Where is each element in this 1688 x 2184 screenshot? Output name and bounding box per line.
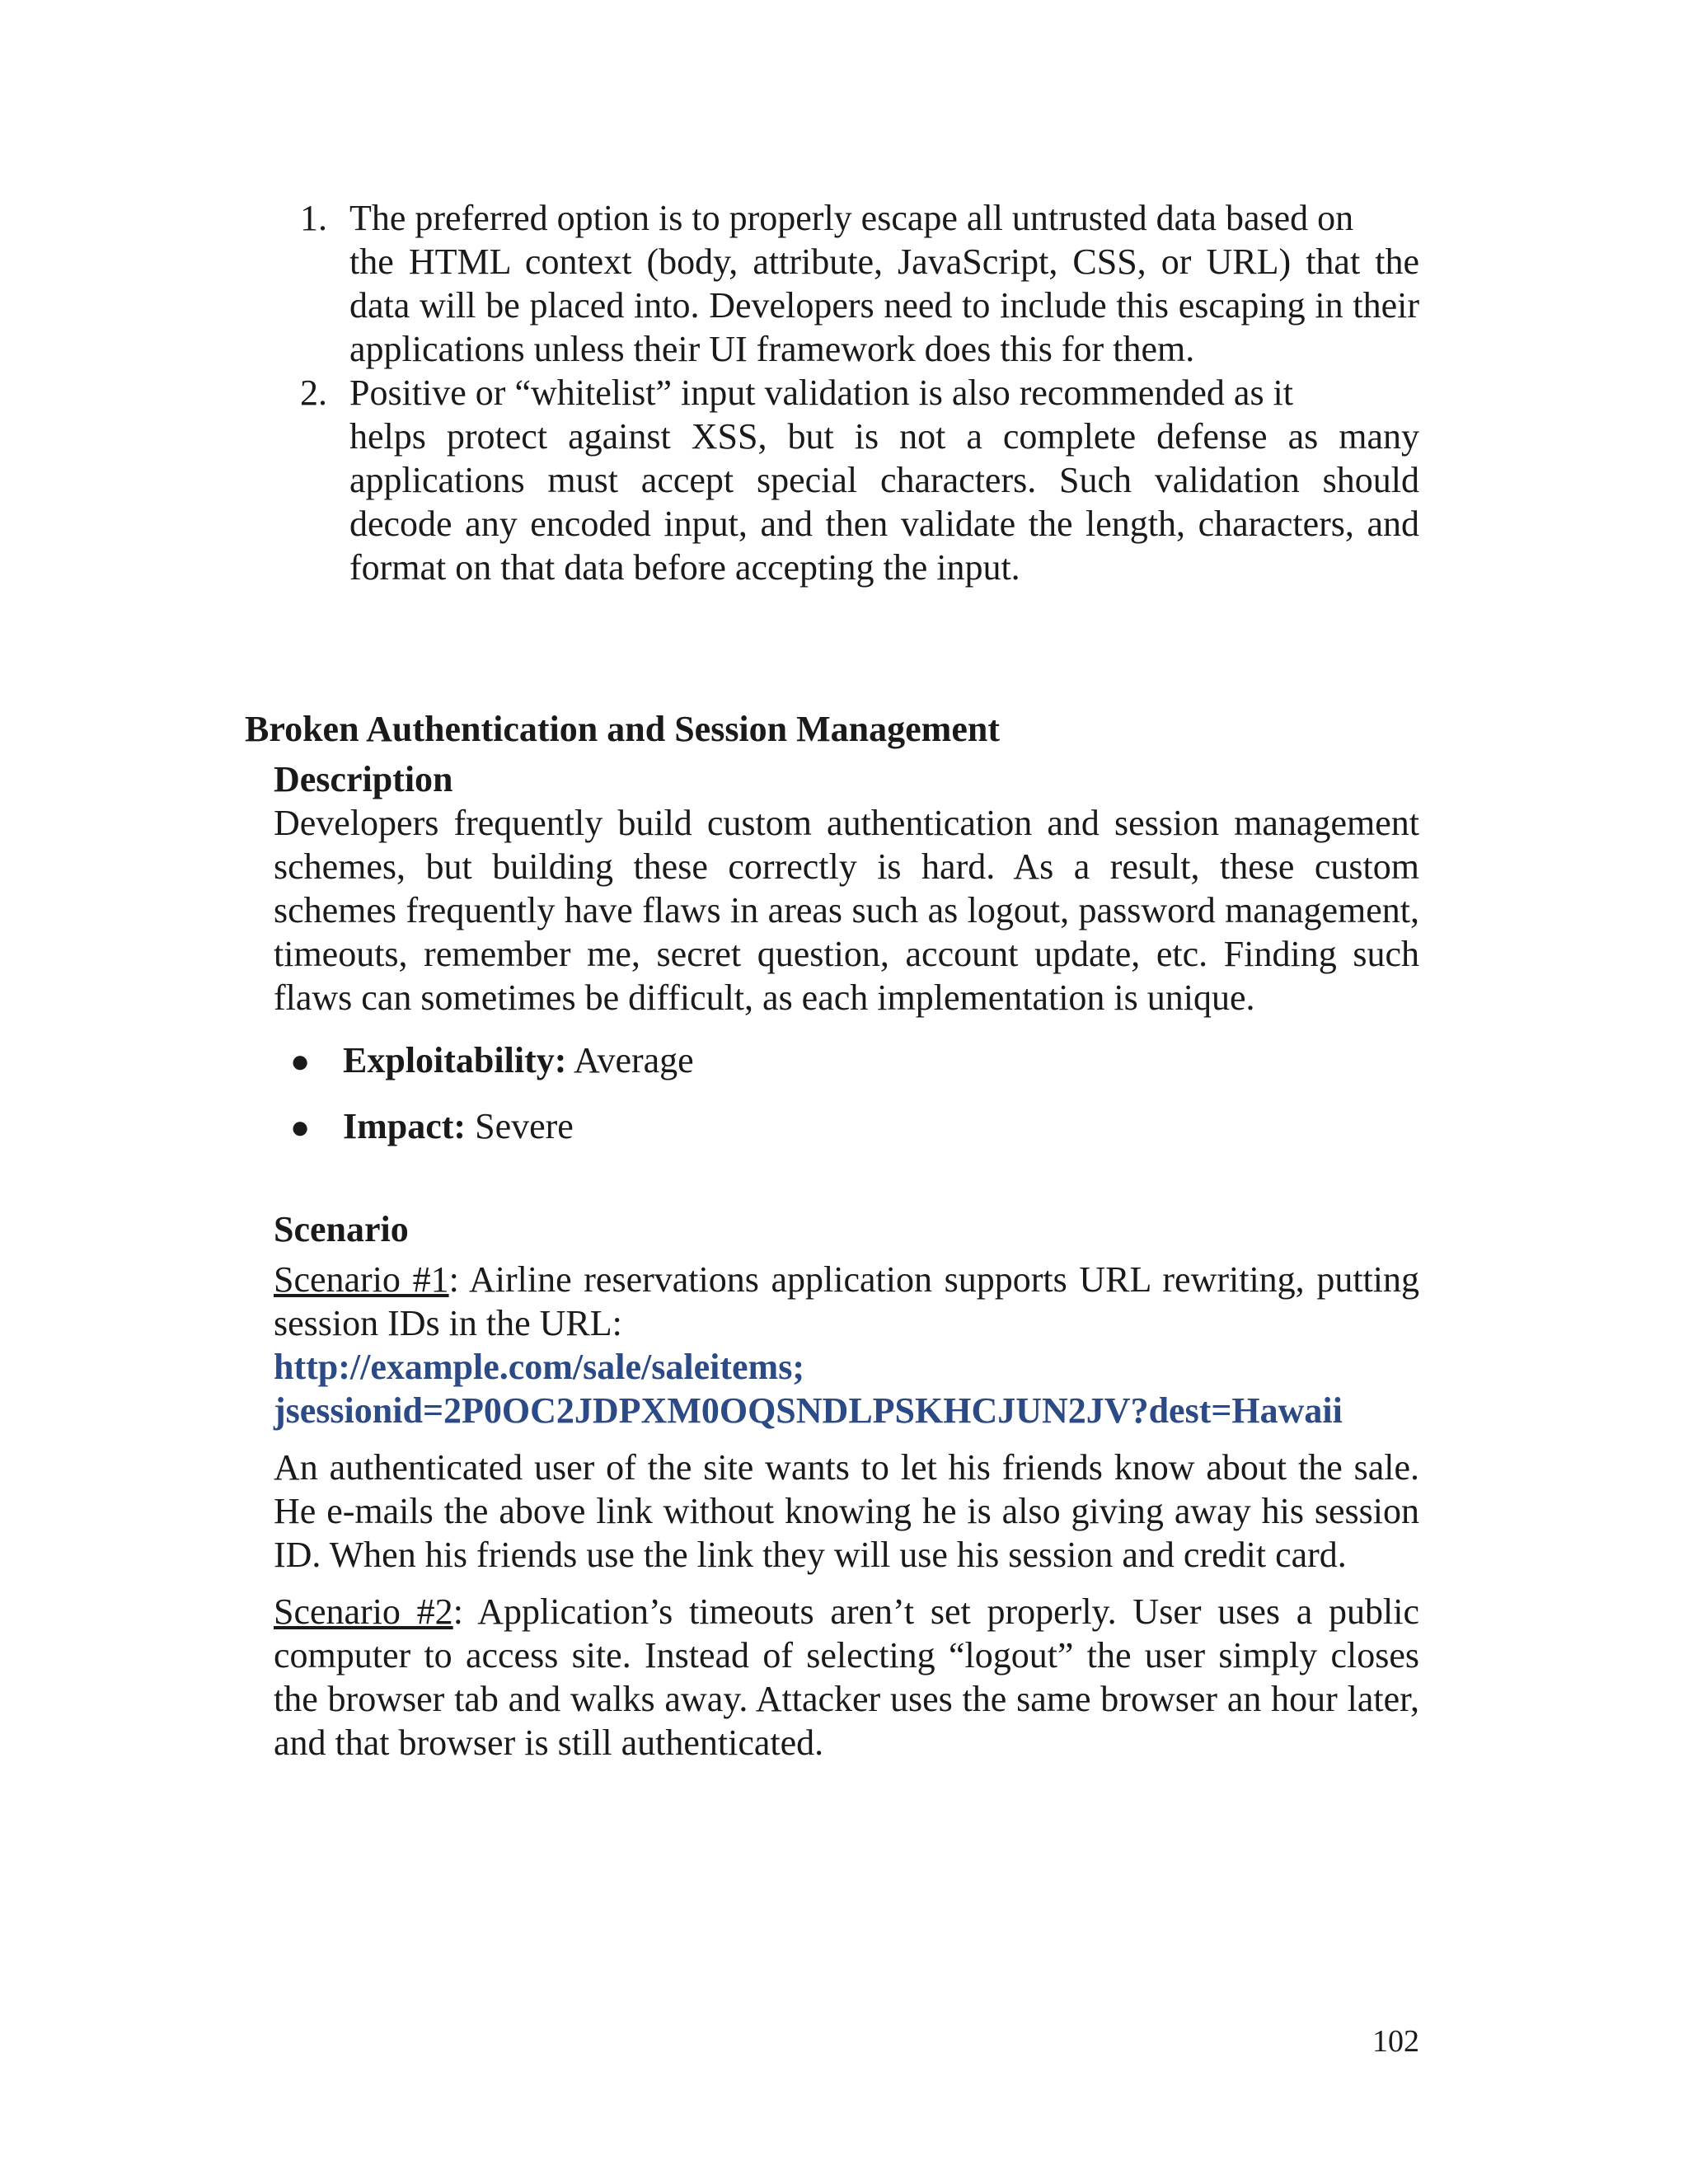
bullet-dot-icon: ● [290, 1043, 311, 1080]
description-heading: Description [274, 759, 453, 799]
section-title: Broken Authentication and Session Management [245, 709, 1000, 749]
bullet-label: Impact: [343, 1106, 467, 1146]
list-item-continuation: helps protect against XSS, but is not a complete defense as many applications must accept special characters. Such validation should decode any encoded input, and then validate the length, characters, and format on that data before accepting the input. [349, 416, 1419, 588]
list-item-first-line: The preferred option is to properly escape all untrusted data based on [349, 198, 1354, 238]
list-number: 2. [300, 373, 327, 413]
description-paragraph: Developers frequently build custom authentication and session management schemes, but building these correctly is hard. As a result, these custom schemes frequently have flaws in areas such as logout, password management, timeouts, remember me, secret question, account update, etc. Finding such flaws can sometimes be difficult, as each implementation is unique. [274, 803, 1419, 1018]
section-broken-authentication [245, 707, 1423, 1765]
risk-bullet-list [274, 1028, 1419, 1160]
scenario-2-label: Scenario #2 [274, 1591, 453, 1632]
list-number: 1. [300, 198, 327, 238]
bullet-exploitability [274, 1028, 1419, 1094]
list-item-first-line: Positive or “whitelist” input validation is also recommended as it [349, 373, 1294, 413]
bullet-impact [274, 1094, 1419, 1160]
list-item-2 [300, 371, 1419, 415]
list-item-1 [300, 196, 1419, 240]
scenario-2-text: : Application’s timeouts aren’t set properly. User uses a public computer to access site. Instead of selecting “logout” the user simply closes the browser tab and walks away. Attacker uses the same browser an hour later, and that browser is still authenticated. [274, 1591, 1420, 1763]
scenario-1-explanation: An authenticated user of the site wants to let his friends know about the sale. He e-mails the above link without knowing he is also giving away his session ID. When his friends use the link they will use his session and credit card. [274, 1447, 1419, 1575]
bullet-value: Average [573, 1040, 694, 1080]
scenario-2-paragraph [274, 1590, 1419, 1765]
list-item-continuation: the HTML context (body, attribute, JavaScript, CSS, or URL) that the data will be placed into. Developers need to include this escaping in their applications unless their UI framework does this for them. [349, 241, 1419, 369]
scenario-1-text: : Airline reservations application supports URL rewriting, putting session IDs in the URL: [274, 1259, 1419, 1343]
bullet-dot-icon: ● [290, 1108, 311, 1146]
scenario-1-paragraph [274, 1258, 1419, 1345]
session-url-link-line-2[interactable]: jsessionid=2P0OC2JDPXM0OQSNDLPSKHCJUN2JV?dest=Hawaii [274, 1390, 1343, 1431]
scenario-heading: Scenario [274, 1209, 409, 1249]
bullet-value: Severe [475, 1106, 574, 1146]
bullet-label: Exploitability: [343, 1040, 567, 1080]
page-number: 102 [1372, 2024, 1419, 2059]
scenario-1-label: Scenario #1 [274, 1259, 449, 1300]
session-url-link-line-1[interactable]: http://example.com/sale/saleitems; [274, 1347, 804, 1387]
numbered-list [300, 196, 1419, 589]
